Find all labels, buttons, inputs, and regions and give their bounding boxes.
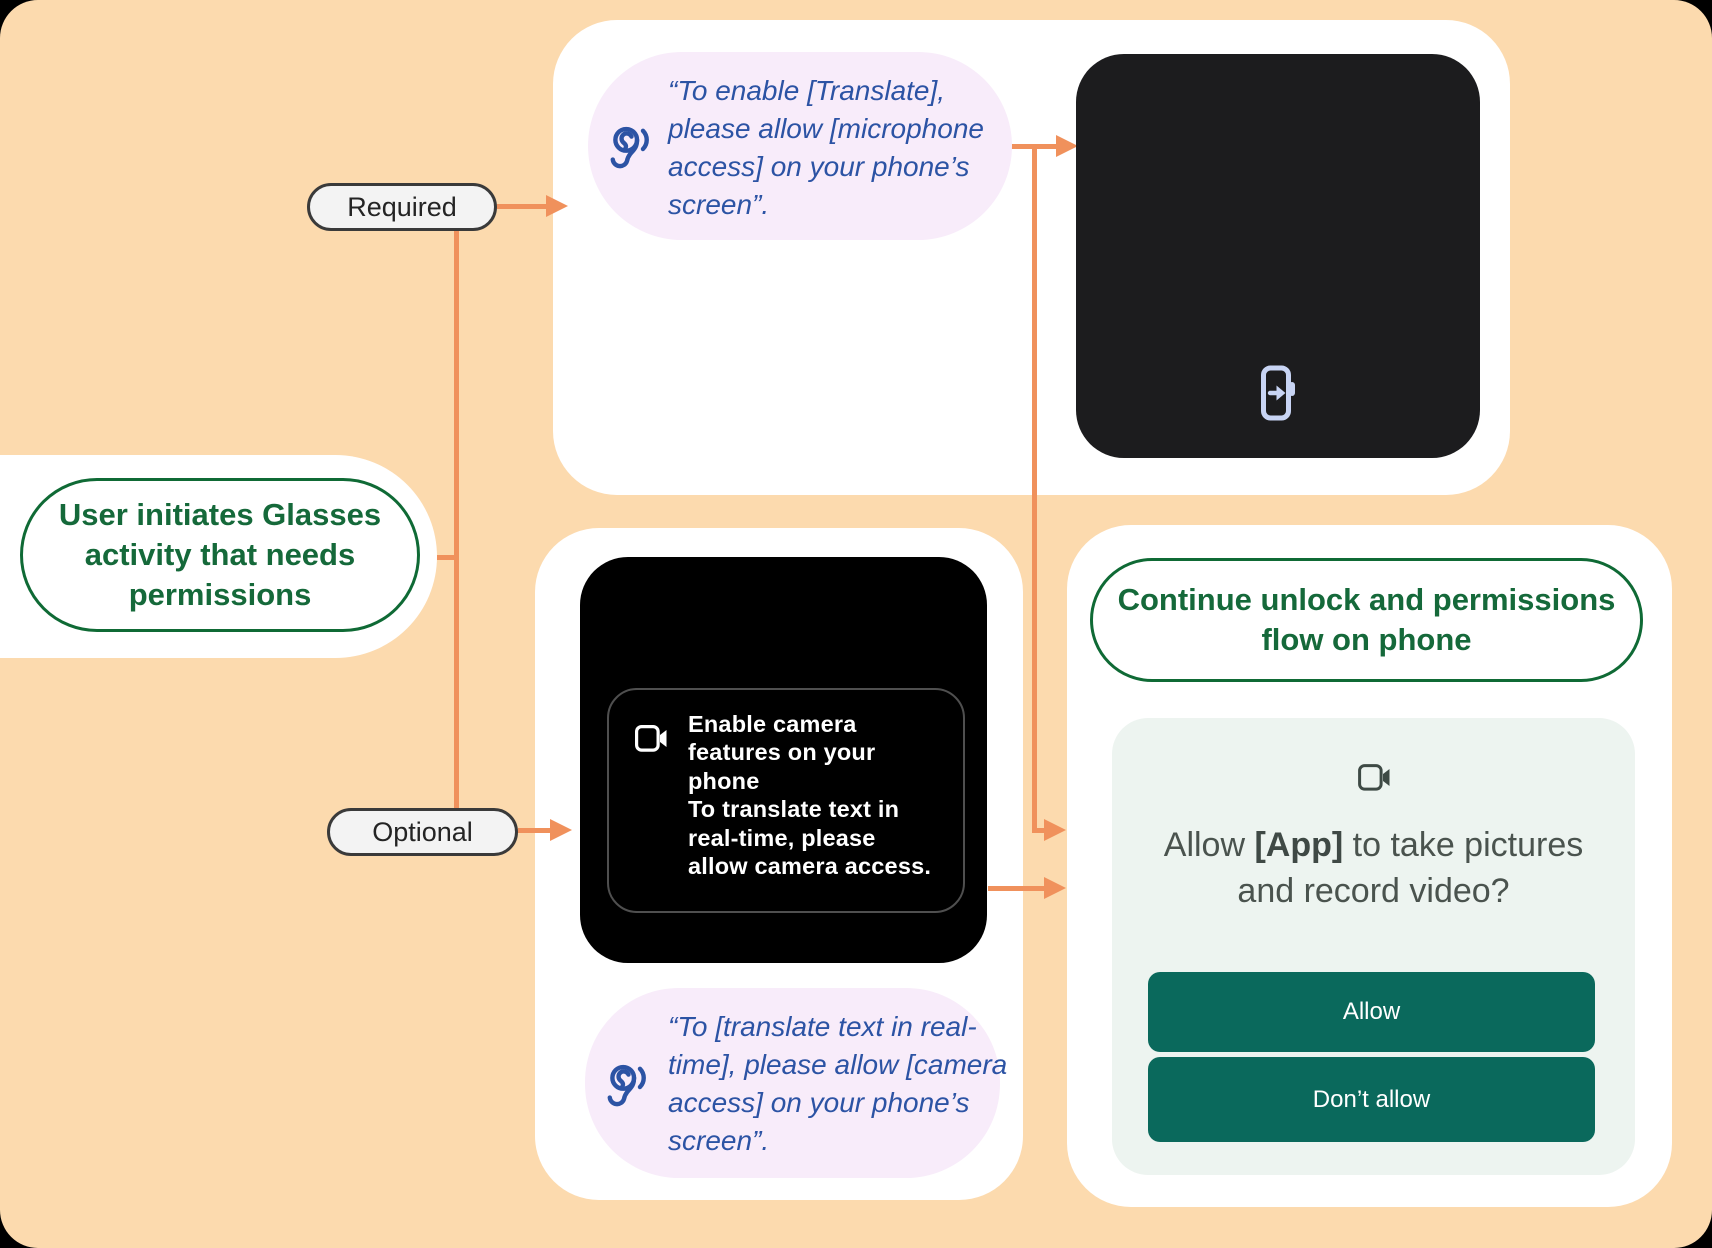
dialog-title-post: to take pictures	[1343, 826, 1584, 864]
connector-branch-vertical	[454, 231, 459, 808]
start-node-text-line: permissions	[128, 577, 312, 612]
allow-button-label: Allow	[1342, 998, 1401, 1025]
required-branch-label	[307, 183, 497, 231]
glasses-prompt-text	[688, 710, 931, 880]
dont-allow-button[interactable]	[1148, 1057, 1595, 1142]
connector-required-arrow-line	[497, 204, 547, 209]
bubble-text-line: access] on your phone’s	[668, 1087, 970, 1118]
glasses-prompt-line: Enable camera	[688, 711, 857, 737]
phone-arrow-icon	[1260, 364, 1296, 422]
bubble-text-line: “To enable [Translate],	[668, 75, 946, 106]
phone-flow-header-line: flow on phone	[1261, 622, 1472, 657]
phone-flow-header-pill	[1090, 558, 1643, 682]
connector-optional-arrowhead	[550, 819, 572, 841]
dialog-title-app-placeholder: [App]	[1254, 826, 1344, 864]
videocam-icon	[635, 725, 668, 752]
glasses-prompt-line: phone	[688, 767, 760, 794]
glasses-prompt-line: allow camera access.	[688, 853, 932, 880]
dialog-title	[1112, 822, 1635, 914]
required-label-text: Required	[347, 191, 457, 222]
glasses-prompt-line: features on your	[688, 739, 876, 766]
start-node-text-line: User initiates Glasses	[58, 497, 382, 532]
allow-button[interactable]	[1148, 972, 1595, 1052]
bubble-text-line: time], please allow [camera	[668, 1049, 1008, 1080]
connector-glasses-to-phone-line	[988, 886, 1046, 891]
connector-required-arrowhead	[546, 195, 568, 217]
connector-start-to-branch	[437, 555, 455, 560]
bubble-text-line: screen”.	[668, 1125, 770, 1156]
glasses-screen-handoff	[1076, 54, 1480, 458]
dont-allow-button-label: Don’t allow	[1312, 1085, 1431, 1113]
connector-down-to-phone-vertical	[1032, 144, 1037, 831]
bubble-text-line: access] on your phone’s	[668, 151, 970, 182]
glasses-prompt-line: real-time, please	[688, 824, 876, 851]
phone-flow-header-line: Continue unlock and permissions	[1117, 582, 1616, 617]
hearing-icon	[605, 1062, 651, 1112]
hearing-icon	[608, 124, 654, 174]
connector-glasses-to-phone-arrowhead	[1044, 877, 1066, 899]
glasses-prompt-line: To translate text in	[688, 796, 900, 823]
camera-permission-dialog	[1112, 718, 1635, 1175]
optional-branch-label	[327, 808, 518, 856]
bubble-text-line: screen”.	[668, 189, 770, 220]
bubble-text-line: “To [translate text in real-	[668, 1011, 977, 1042]
optional-voice-bubble-text	[668, 1008, 1007, 1160]
optional-label-text: Optional	[372, 816, 473, 847]
dialog-title-line2: and record video?	[1237, 872, 1510, 910]
start-node-pill	[20, 478, 420, 632]
dialog-title-pre: Allow	[1163, 826, 1255, 864]
connector-bubble-to-glasses-arrowhead	[1056, 135, 1078, 157]
connector-optional-arrow-line	[518, 828, 551, 833]
required-voice-bubble-text	[668, 72, 984, 224]
videocam-icon	[1358, 764, 1391, 791]
bubble-text-line: please allow [microphone	[668, 113, 984, 144]
start-node-text-line: activity that needs	[84, 537, 356, 572]
connector-down-to-phone-arrowhead	[1044, 819, 1066, 841]
